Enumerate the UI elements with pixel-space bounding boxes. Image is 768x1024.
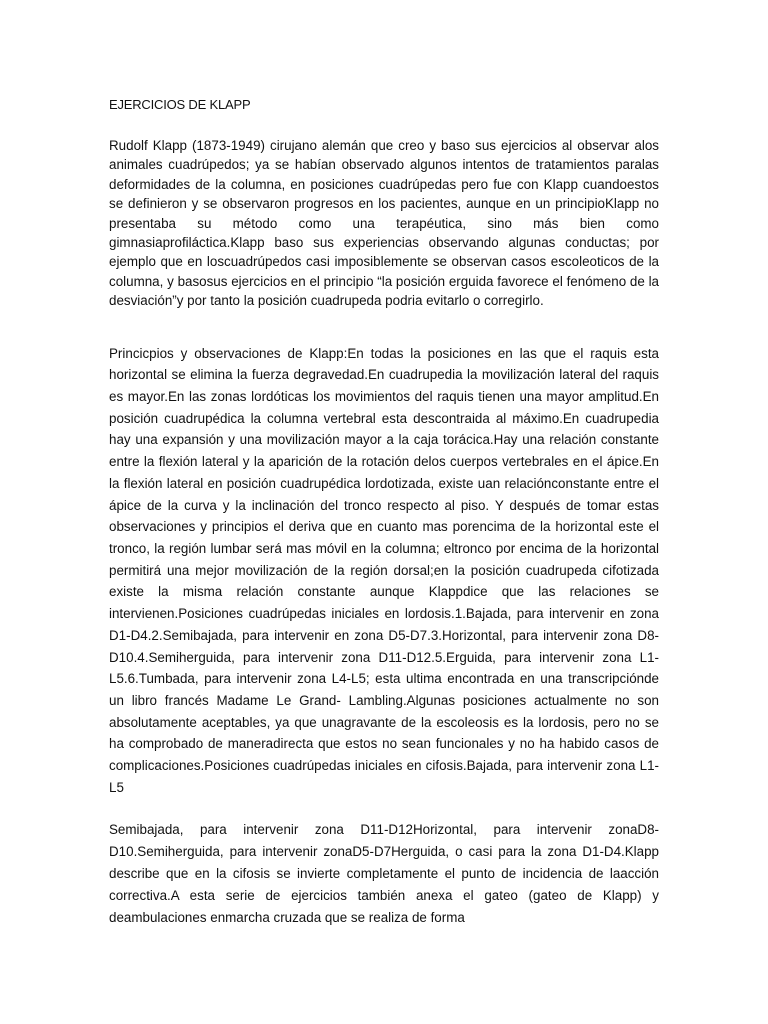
paragraph-kyphosis-positions: Semibajada, para intervenir zona D11-D12Horizontal, para intervenir zonaD8-D10.Semiherguida, para intervenir zonaD5-D7Herguida, o casi para la zona D1-D4.Klapp describe que en la cifosis se invierte completamente el punto de incidencia de laacción correctiva.A esta serie de ejercicios también anexa el gateo (gateo de Klapp) y deambulaciones enmarcha cruzada que se realiza de forma	[109, 822, 659, 926]
document-title: EJERCICIOS DE KLAPP	[109, 97, 251, 112]
paragraph-principles: Princicpios y observaciones de Klapp:En todas la posiciones en las que el raquis esta horizontal se elimina la fuerza degravedad.En cuadrupedia la movilización lateral del raquis es mayor.En las zonas lordóticas los movimientos del raquis tienen una mayor amplitud.En posición cuadrupédica la columna vertebral esta descontraida al máximo.En cuadrupedia hay una expansión y una movilización mayor a la caja torácica.Hay una relación constante entre la flexión lateral y la aparición de la rotación delos cuerpos vertebrales en el ápice.En la flexión lateral en posición cuadrupédica lordotizada, existe uan relaciónconstante entre el ápice de la curva y la inclinación del tronco respecto al piso. Y después de tomar estas observaciones y principios el deriva que en cuanto mas porencima de la horizontal este el tronco, la región lumbar será mas móvil en la columna; eltronco por encima de la horizontal permitirá una mejor movilización de la región dorsal;en la posición cuadrupeda cifotizada existe la misma relación constante aunque Klappdice que las relaciones se intervienen.Posiciones cuadrúpedas iniciales en lordosis.1.Bajada, para intervenir en zona D1-D4.2.Semibajada, para intervenir en zona D5-D7.3.Horizontal, para intervenir zona D8-D10.4.Semiherguida, para intervenir zona D11-D12.5.Erguida, para intervenir zona L1-L5.6.Tumbada, para intervenir zona L4-L5; esta ultima encontrada en una transcripciónde un libro francés Madame Le Grand- Lambling.Algunas posiciones actualmente no son absolutamente aceptables, ya que unagravante de la escoleosis es la lordosis, pero no se ha comprobado de maneradirecta que estos no sean funcionales y no ha habido casos de complicaciones.Posiciones cuadrúpedas iniciales en cifosis.Bajada, para intervenir zona L1-L5	[109, 345, 659, 795]
paragraph-intro: Rudolf Klapp (1873-1949) cirujano alemán que creo y baso sus ejercicios al observar alos animales cuadrúpedos; ya se habían observado algunos intentos de tratamientos paralas deformidades de la columna, en posiciones cuadrúpedas pero fue con Klapp cuandoestos se definieron y se observaron progresos en los pacientes, aunque en un principioKlapp no presentaba su método como una terapéutica, sino más bien como gimnasiaprofiláctica.Klapp baso sus experiencias observando algunas conductas; por ejemplo que en loscuadrúpedos casi imposiblemente se observan casos escoleoticos de la columna, y basosus ejercicios en el principio “la posición erguida favorece el fenómeno de la desviación”y por tanto la posición cuadrupeda podria evitarlo o corregirlo.	[109, 138, 659, 309]
document-body	[109, 96, 659, 929]
